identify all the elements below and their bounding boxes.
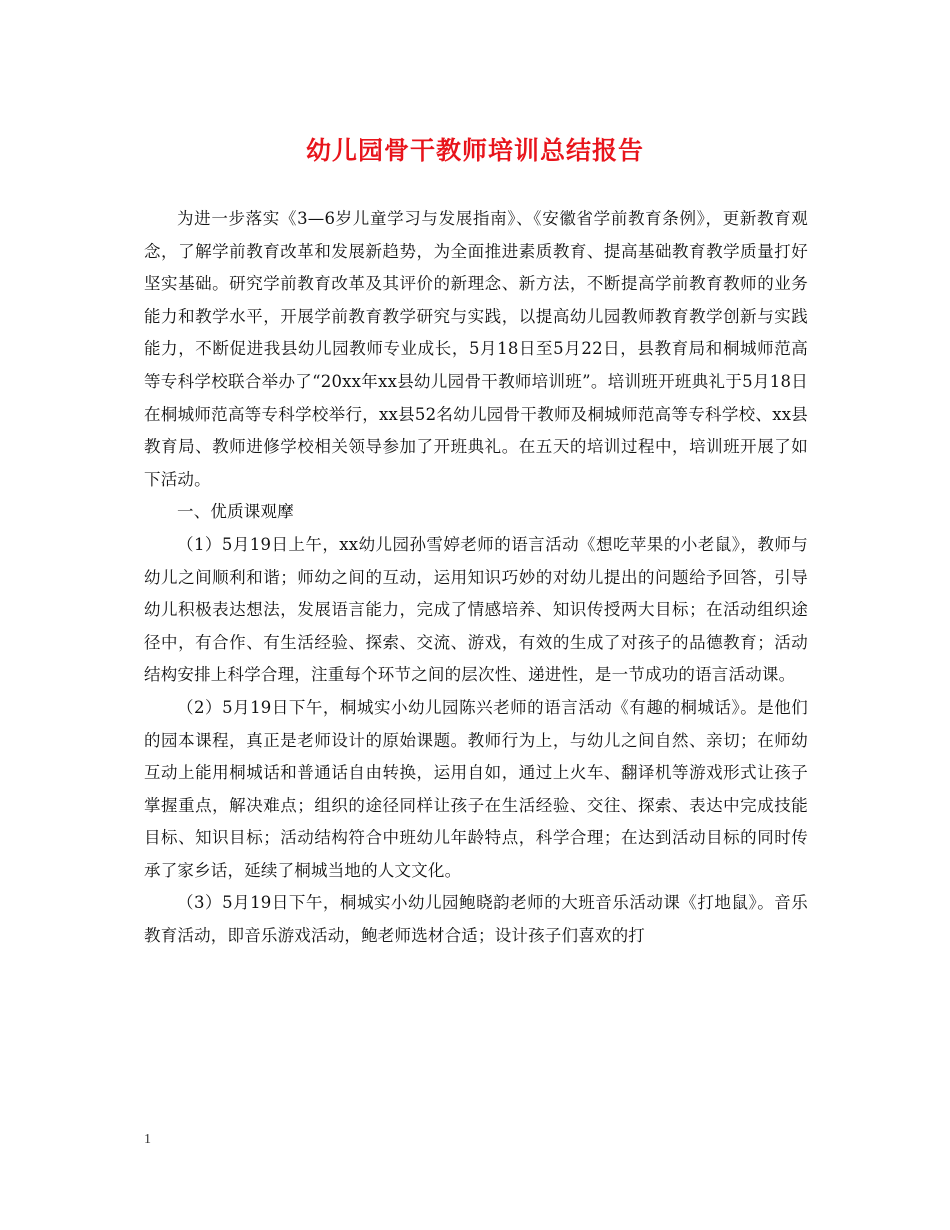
document-body — [144, 203, 808, 953]
paragraph-item-3: （3）5月19日下午，桐城实小幼儿园鲍晓韵老师的大班音乐活动课《打地鼠》。音乐教育活动，即音乐游戏活动，鲍老师选材合适；设计孩子们喜欢的打 — [144, 893, 808, 946]
page-number: 1 — [144, 1132, 151, 1147]
section-heading: 一、优质课观摩 — [177, 502, 294, 522]
paragraph-item-1: （1）5月19日上午，xx幼儿园孙雪婷老师的语言活动《想吃苹果的小老鼠》，教师与幼儿之间顺利和谐；师幼之间的互动，运用知识巧妙的对幼儿提出的问题给予回答，引导幼儿积极表达想法，发展语言能力，完成了情感培养、知识传授两大目标；在活动组织途径中，有合作、有生活经验、探索、交流、游戏，有效的生成了对孩子的品德教育；活动结构安排上科学合理，注重每个环节之间的层次性、递进性，是一节成功的语言活动课。 — [144, 534, 808, 685]
paragraph-intro: 为进一步落实《3—6岁儿童学习与发展指南》、《安徽省学前教育条例》，更新教育观念，了解学前教育改革和发展新趋势，为全面推进素质教育、提高基础教育教学质量打好坚实基础。研究学前教育改革及其评价的新理念、新方法，不断提高学前教育教师的业务能力和教学水平，开展学前教育教学研究与实践，以提高幼儿园教师教育教学创新与实践能力，不断促进我县幼儿园教师专业成长，5月18日至5月22日，县教育局和桐城师范高等专科学校联合举办了“20xx年xx县幼儿园骨干教师培训班”。培训班开班典礼于5月18日在桐城师范高等专科学校举行，xx县52名幼儿园骨干教师及桐城师范高等专科学校、xx县教育局、教师进修学校相关领导参加了开班典礼。在五天的培训过程中，培训班开展了如下活动。 — [144, 209, 808, 489]
paragraph-item-2: （2）5月19日下午，桐城实小幼儿园陈兴老师的语言活动《有趣的桐城话》。是他们的园本课程，真正是老师设计的原始课题。教师行为上，与幼儿之间自然、亲切；在师幼互动上能用桐城话和普通话自由转换，运用自如，通过上火车、翻译机等游戏形式让孩子掌握重点，解决难点；组织的途径同样让孩子在生活经验、交往、探索、表达中完成技能目标、知识目标；活动结构符合中班幼儿年龄特点，科学合理；在达到活动目标的同时传承了家乡话，延续了桐城当地的人文文化。 — [144, 697, 808, 880]
document-title: 幼儿园骨干教师培训总结报告 — [305, 136, 644, 165]
